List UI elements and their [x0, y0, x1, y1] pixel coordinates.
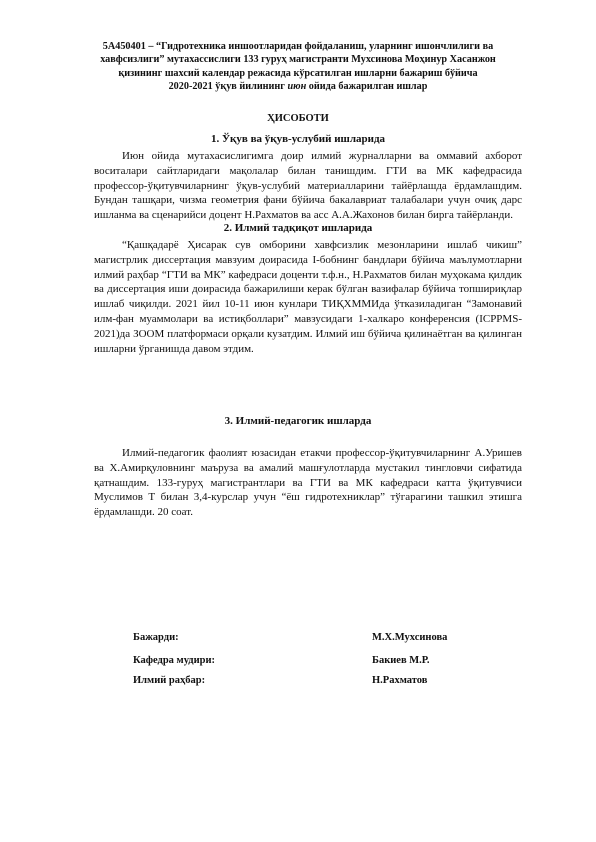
- signature-name-head: Бакиев М.Р.: [372, 655, 430, 666]
- header-line-3: қизининг шахсий календар режасида кўрсатилган ишларни бажариш бўйича: [118, 67, 478, 79]
- signature-role-performer: Бажарди:: [133, 632, 179, 643]
- signature-name-performer: М.Х.Мухсинова: [372, 632, 448, 643]
- header-line-4-start: 2020-2021 ўқув йилининг: [168, 81, 288, 93]
- section-2-text: “Қашқадарё Ҳисарак сув омборини хавфсизлик мезонларини ишлаб чикиш” магистрлик диссертация мавзуим доирасида I-бобнинг бандлари бўйича маълумотларни илмий раҳбар “ГТИ ва МК” кафедраси доценти т.ф.н., Н.Рахматов билан муҳокама қилдик ва диссертация иши доирасида бажарилиши керак бўлган вазифалар бўйича топшириқлар ишлаб чиқилди. 2021 йил 10-11 июн кунлари ТИҚХММИда ўтказиладиган “Замонавий илм-фан муаммолари ва истиқболлари” мавзусидаги 1-халкаро конференсия (ICPPMS-2021)да ЗООМ платформаси орқали кузатдим. Илмий иш бўйича қилинаётган ва қилинган ишларни ўрганишда давом этдим.: [94, 239, 522, 355]
- section-3-text: Илмий-педагогик фаолият юзасидан етакчи профессор-ўқитувчиларнинг А.Уришев ва Х.Амирқуловнинг маъруза ва амалий машғулотларда мустакил тингловчи сифатида қатнашдим. 133-гуруҳ магистрантлари ва ГТИ ва МК кафедраси катта ўқитувчиси Муслимов Т билан 3,4-курслар учун “ёш гидротехниклар” тўгарагини ташкил этишга ёрдамлашди. 20 соат.: [94, 447, 522, 519]
- header-line-4-end: ойида бажарилган ишлар: [306, 81, 428, 93]
- signature-role-head: Кафедра мудири:: [133, 655, 216, 666]
- signature-role-supervisor: Илмий раҳбар:: [133, 675, 206, 686]
- document-header: [78, 40, 518, 94]
- header-line-2: хавфсизлиги” мутахассислиги 133 гуруҳ магистранти Мухсинова Моҳинур Хасанжон: [100, 54, 496, 66]
- section-1-text: Июн ойида мутахасислигимга доир илмий журналларни ва оммавий ахборот воситалари сайтларидаги мақолалар билан танишдим. ГТИ ва МК кафедрасида профессор-ўқитувчиларнинг ўқув-услубий материалларини тайёрлашда ёрдамлашдим. Бундан ташқари, чизма геометрия фани бўйича бакалавриат талабалари учун очиқ дарс ишланма ва сценарийси доцент Н.Рахматов ва асс А.А.Жахонов билан бирга тайёрланди.: [94, 150, 522, 222]
- signature-name-supervisor: Н.Рахматов: [372, 675, 428, 686]
- section-1-title: 1. Ўқув ва ўқув-услубий ишларида: [210, 133, 386, 145]
- section-3-title: 3. Илмий-педагогик ишларда: [224, 415, 372, 427]
- section-2-title: 2. Илмий тадқиқот ишларида: [223, 222, 373, 234]
- header-line-1: 5A450401 – “Гидротехника иншоотларидан фойдаланиш, уларнинг ишончлилиги ва: [102, 41, 494, 52]
- report-title: ҲИСОБОТИ: [267, 113, 329, 124]
- header-line-4: [78, 80, 518, 93]
- header-month: июн: [287, 81, 307, 93]
